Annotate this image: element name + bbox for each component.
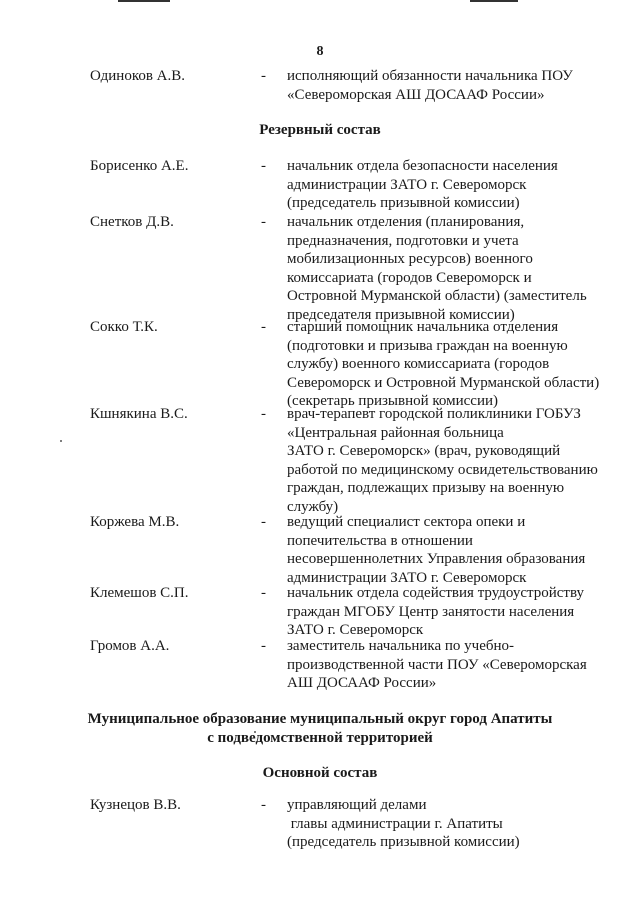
position-line: (председатель призывной комиссии) xyxy=(287,195,520,211)
position-line: «Центральная районная больница xyxy=(287,424,504,441)
position-line: службу) военного комиссариата (городов xyxy=(287,356,550,372)
position-line: (секретарь призывной комиссии) xyxy=(287,393,498,409)
member-dash: - xyxy=(261,585,266,601)
position-line: администрации ЗАТО г. Североморск xyxy=(287,569,527,586)
member-name: Громов А.А. xyxy=(90,638,170,654)
position-line: Островной Мурманской области) (заместитель xyxy=(287,288,587,304)
member-dash: - xyxy=(261,638,266,654)
member-position xyxy=(287,796,617,852)
member-dash: - xyxy=(261,158,266,174)
municipality-heading xyxy=(0,710,640,748)
position-line: главы администрации г. Апатиты xyxy=(287,815,503,832)
member-name: Кузнецов В.В. xyxy=(90,797,181,813)
position-line: управляющий делами xyxy=(287,797,427,813)
position-line: ЗАТО г. Североморск xyxy=(287,622,424,638)
member-dash: - xyxy=(261,797,266,813)
member-position xyxy=(287,637,617,693)
position-line: Североморск и Островной Мурманской области) xyxy=(287,374,600,391)
member-name: Борисенко А.Е. xyxy=(90,158,189,174)
member-name: Кшнякина В.С. xyxy=(90,406,188,422)
position-line: исполняющий обязанности начальника ПОУ xyxy=(287,68,573,84)
position-line: производственной части ПОУ «Североморская xyxy=(287,656,587,673)
position-line: граждан МГОБУ Центр занятости населения xyxy=(287,603,575,620)
scan-mark-left xyxy=(118,0,170,2)
position-line: мобилизационных ресурсов) военного xyxy=(287,251,533,267)
position-line: попечительства в отношении xyxy=(287,532,473,549)
member-dash: - xyxy=(261,319,266,335)
member-position xyxy=(287,405,617,516)
section-heading-reserve: Резервный состав xyxy=(259,122,381,138)
position-line: заместитель начальника по учебно- xyxy=(287,638,515,654)
section-heading-main: Основной состав xyxy=(262,765,378,781)
member-name: Снетков Д.В. xyxy=(90,214,174,230)
scan-speck xyxy=(60,440,62,442)
position-line: предназначения, подготовки и учета xyxy=(287,232,519,249)
position-line: службу) xyxy=(287,498,339,515)
member-name: Коржева М.В. xyxy=(90,514,180,530)
member-name: Клемешов С.П. xyxy=(90,585,189,601)
position-line: начальник отдела содействия трудоустройству xyxy=(287,585,585,601)
member-name: Одиноков А.В. xyxy=(90,68,186,84)
member-position xyxy=(287,318,617,411)
municipality-heading-line: Муниципальное образование муниципальный округ город Апатиты xyxy=(87,711,553,727)
position-line: (подготовки и призыва граждан на военную xyxy=(287,337,568,354)
member-position xyxy=(287,513,617,587)
position-line: председателя призывной комиссии) xyxy=(287,306,515,323)
municipality-heading-line: с подведомственной территорией xyxy=(207,730,433,746)
position-line: несовершеннолетних Управления образования xyxy=(287,551,586,567)
member-dash: - xyxy=(261,406,266,422)
position-line: ведущий специалист сектора опеки и xyxy=(287,514,526,530)
position-line: старший помощник начальника отделения xyxy=(287,319,559,335)
member-dash: - xyxy=(261,214,266,230)
position-line: (председатель призывной комиссии) xyxy=(287,834,520,850)
scan-mark-right xyxy=(470,0,518,2)
position-line: работой по медицинскому освидетельствованию xyxy=(287,461,598,478)
page-number: 8 xyxy=(316,44,324,59)
member-position xyxy=(287,213,617,324)
member-position xyxy=(287,584,617,640)
member-name: Сокко Т.К. xyxy=(90,319,158,335)
position-line: граждан, подлежащих призыву на военную xyxy=(287,480,565,496)
position-line: начальник отделения (планирования, xyxy=(287,214,525,230)
member-position xyxy=(287,67,617,104)
position-line: комиссариата (городов Североморск и xyxy=(287,269,532,286)
position-line: ЗАТО г. Североморск» (врач, руководящий xyxy=(287,443,561,459)
position-line: «Североморская АШ ДОСААФ России» xyxy=(287,86,545,103)
member-dash: - xyxy=(261,514,266,530)
position-line: АШ ДОСААФ России» xyxy=(287,675,437,691)
position-line: начальник отдела безопасности населения xyxy=(287,158,558,174)
position-line: администрации ЗАТО г. Североморск xyxy=(287,176,527,193)
member-position xyxy=(287,157,617,213)
position-line: врач-терапевт городской поликлиники ГОБУЗ xyxy=(287,406,581,422)
member-dash: - xyxy=(261,68,266,84)
